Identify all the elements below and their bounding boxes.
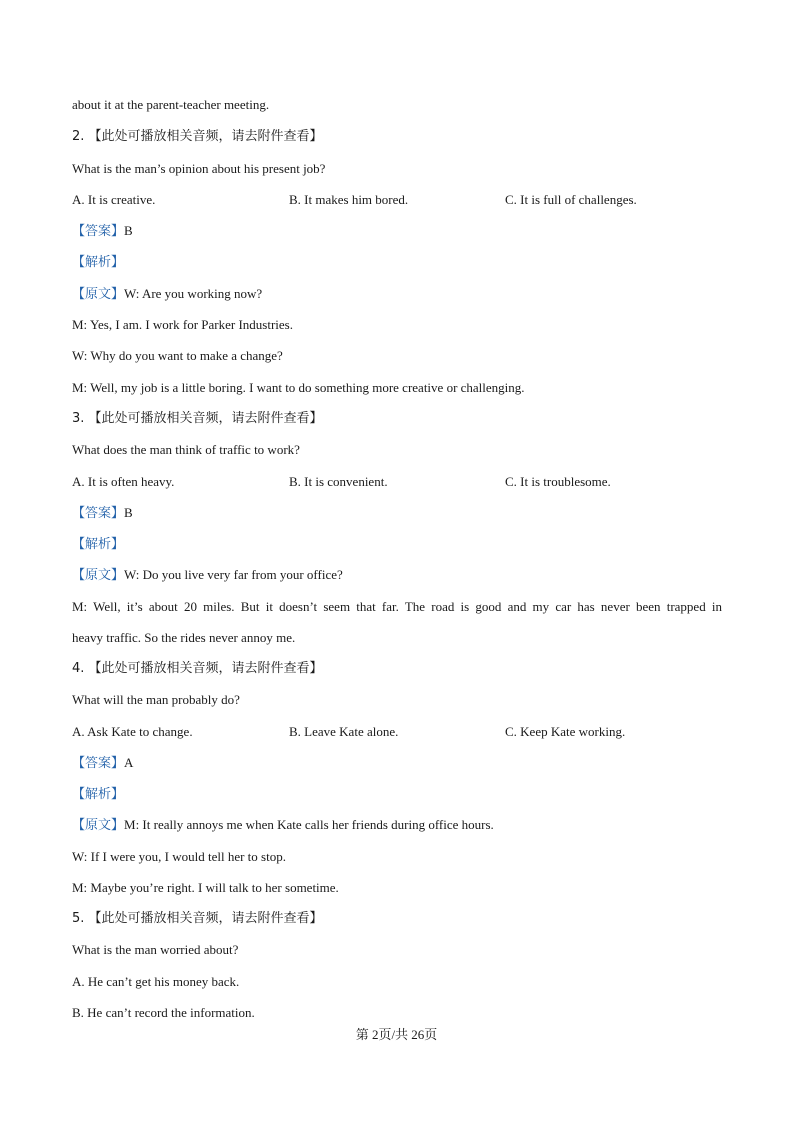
question-5-option-b: B. He can’t record the information. <box>72 1005 255 1020</box>
audio-note: 【此处可播放相关音频，请去附件查看】 <box>88 129 323 144</box>
transcript-text: W: Do you live very far from your office? <box>124 567 343 582</box>
question-4-option-a: A. Ask Kate to change. <box>72 724 193 739</box>
answer-value: A <box>124 755 134 770</box>
question-2-transcript-line-2: M: Yes, I am. I work for Parker Industries. <box>72 317 293 332</box>
question-2-analysis <box>72 254 124 271</box>
question-2-option-c: C. It is full of challenges. <box>505 192 637 207</box>
question-number: 4. <box>72 661 85 676</box>
answer-tag: 【答案】 <box>72 756 125 771</box>
question-2-transcript-line-4: M: Well, my job is a little boring. I want to do something more creative or challenging. <box>72 380 525 395</box>
answer-value: B <box>124 223 133 238</box>
question-5-option-a: A. He can’t get his money back. <box>72 974 240 989</box>
page-footer: 第 2页/共 26页 <box>355 1027 438 1042</box>
transcript-text: W: Are you working now? <box>124 286 263 301</box>
transcript-tag: 【原文】 <box>72 568 125 583</box>
question-number: 3. <box>72 411 85 426</box>
question-4-header <box>72 661 323 677</box>
question-3-option-b: B. It is convenient. <box>289 474 388 489</box>
question-3-transcript-line-1 <box>72 567 343 584</box>
question-4-transcript-line-1 <box>72 817 494 834</box>
question-2-answer <box>72 223 133 240</box>
transcript-text: M: It really annoys me when Kate calls her friends during office hours. <box>124 817 494 832</box>
question-5-prompt: What is the man worried about? <box>72 942 239 957</box>
analysis-tag: 【解析】 <box>72 787 125 802</box>
question-2-transcript-line-1 <box>72 286 262 303</box>
question-2-transcript-line-3: W: Why do you want to make a change? <box>72 348 283 363</box>
analysis-tag: 【解析】 <box>72 255 125 270</box>
question-3-transcript-line-2: M: Well, it’s about 20 miles. But it doesn’t seem that far. The road is good and my car has never been trapped in <box>72 599 722 614</box>
question-3-analysis <box>72 536 124 553</box>
question-4-transcript-line-2: W: If I were you, I would tell her to stop. <box>72 849 286 864</box>
question-4-option-b: B. Leave Kate alone. <box>289 724 399 739</box>
answer-value: B <box>124 505 133 520</box>
audio-note: 【此处可播放相关音频，请去附件查看】 <box>88 911 323 926</box>
transcript-tag: 【原文】 <box>72 287 125 302</box>
question-5-header <box>72 911 323 927</box>
question-number: 2. <box>72 129 85 144</box>
transcript-tag: 【原文】 <box>72 818 125 833</box>
audio-note: 【此处可播放相关音频，请去附件查看】 <box>88 411 323 426</box>
intro-tail-text: about it at the parent-teacher meeting. <box>72 97 270 112</box>
analysis-tag: 【解析】 <box>72 537 125 552</box>
question-4-analysis <box>72 786 124 803</box>
question-4-transcript-line-3: M: Maybe you’re right. I will talk to her sometime. <box>72 880 339 895</box>
question-4-answer <box>72 755 133 772</box>
question-3-option-c: C. It is troublesome. <box>505 474 611 489</box>
question-2-prompt: What is the man’s opinion about his present job? <box>72 161 326 176</box>
answer-tag: 【答案】 <box>72 506 125 521</box>
question-4-option-c: C. Keep Kate working. <box>505 724 626 739</box>
question-3-prompt: What does the man think of traffic to work? <box>72 442 300 457</box>
question-2-option-a: A. It is creative. <box>72 192 156 207</box>
audio-note: 【此处可播放相关音频，请去附件查看】 <box>88 661 323 676</box>
question-3-option-a: A. It is often heavy. <box>72 474 175 489</box>
question-number: 5. <box>72 911 85 926</box>
question-3-answer <box>72 505 133 522</box>
question-3-header <box>72 411 323 427</box>
question-2-option-b: B. It makes him bored. <box>289 192 409 207</box>
answer-tag: 【答案】 <box>72 224 125 239</box>
question-2-header <box>72 129 323 145</box>
question-4-prompt: What will the man probably do? <box>72 692 240 707</box>
question-3-transcript-line-3: heavy traffic. So the rides never annoy me. <box>72 630 296 645</box>
